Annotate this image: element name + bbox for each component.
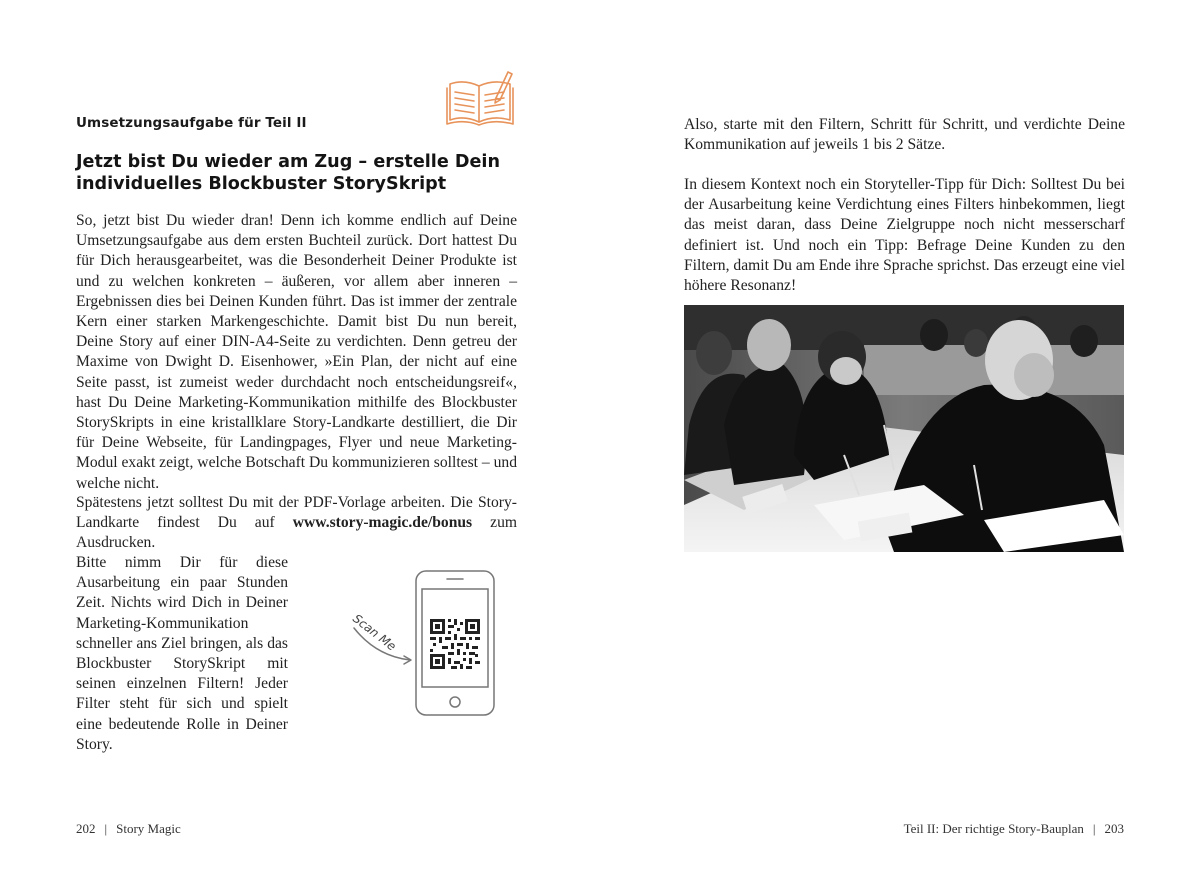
body-paragraph-3: Bitte nimm Dir für diese Ausarbeitung ein paar Stunden Zeit. Nichts wird Dich in Deiner Marketing-Kommunikation schneller ans Ziel bringen, als das Blockbuster StorySkript mit seinen einzelnen Filtern! Jeder Filter steht für sich und spielt eine bedeutende Rolle in Deiner Story.	[76, 554, 288, 753]
scan-me-label: Scan Me	[350, 611, 399, 654]
workshop-photo	[684, 305, 1124, 552]
open-book-icon	[444, 68, 518, 128]
qr-code-icon	[430, 619, 480, 669]
footer-page-number-left: 202	[76, 821, 96, 836]
right-paragraph-1: Also, starte mit den Filtern, Schritt für Schritt, und verdichte Deine Kommunikation auf jeweils 1 bis 2 Sätze.	[684, 116, 1125, 154]
page-headline: Jetzt bist Du wieder am Zug – erstelle Dein individuelles Blockbuster StorySkript	[76, 152, 500, 194]
footer-right	[904, 821, 1124, 837]
body-paragraph-2	[76, 493, 517, 554]
bonus-link[interactable]: www.story-magic.de/bonus	[292, 514, 473, 532]
footer-separator-right: |	[1092, 821, 1096, 836]
phone-qr-illustration	[344, 568, 504, 720]
paragraph-2-text-before: Spätestens jetzt solltest Du mit der PDF-Vorlage arbeiten. Die Story-Landkarte findest Du auf	[76, 494, 517, 532]
right-paragraph-2: In diesem Kontext noch ein Storyteller-Tipp für Dich: Solltest Du bei der Ausarbeitung keine Verdichtung eines Filters hinbekommen, liegt das meist daran, dass Deine Zielgruppe noch nicht messerscharf definiert ist. Und noch ein Tipp: Befrage Deine Kunden zu den Filtern, damit Du am Ende ihre Sprache sprichst. Das erzeugt eine viel höhere Resonanz!	[684, 176, 1125, 295]
footer-section-title: Teil II: Der richtige Story-Bauplan	[903, 821, 1084, 836]
footer-left	[76, 821, 181, 837]
footer-book-title: Story Magic	[116, 821, 181, 836]
right-page	[600, 0, 1200, 880]
footer-page-number-right: 203	[1104, 821, 1124, 836]
section-kicker: Umsetzungsaufgabe für Teil II	[76, 115, 307, 131]
paragraph-2-text-after: zum Ausdrucken.	[76, 514, 517, 552]
body-paragraph-1: So, jetzt bist Du wieder dran! Denn ich komme endlich auf Deine Umsetzungsaufgabe aus dem ersten Buchteil zurück. Dort hattest Du für Dich herausgearbeitet, was die Besonderheit Deiner Produkte ist und zu welchen konkreten – äußeren, vor allem aber inneren – Ergebnissen dies bei Deinen Kunden führt. Das ist immer der zentrale Kern einer starken Markengeschichte. Damit bist Du nun bereit, Deine Story auf einer DIN-A4-Seite zu verdichten. Denn getreu der Maxime von Dwight D. Eisenhower, »Ein Plan, der nicht auf eine Seite passt, ist zumeist weder durchdacht noch entscheidungsreif«, hast Du Deine Marketing-Kommunikation mithilfe des Blockbuster StorySkripts in eine kristallklare Story-Landkarte destilliert, die Dir für Deine Webseite, für Landingpages, Flyer und neue Marketing-Modul exakt zeigt, welche Botschaft Du kommunizieren solltest – und welche nicht.	[76, 212, 517, 492]
footer-separator-left: |	[104, 821, 108, 836]
